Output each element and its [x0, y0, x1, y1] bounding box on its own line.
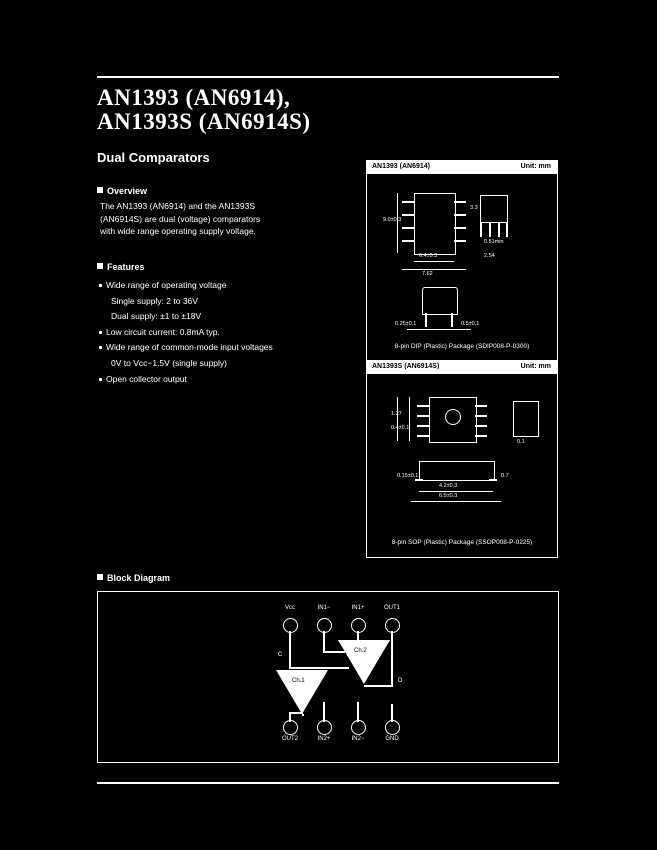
page-title — [97, 86, 311, 134]
dip-notch — [427, 193, 441, 194]
list-item — [99, 294, 314, 310]
block-diagram — [97, 591, 559, 763]
dip-pin — [454, 201, 466, 203]
pin-label: IN2+ — [317, 736, 331, 742]
dimension-line — [397, 193, 398, 253]
sop-pin — [475, 435, 487, 437]
list-item — [99, 372, 314, 388]
wire — [323, 702, 325, 722]
sop-pin — [475, 425, 487, 427]
pin-label: IN2− — [351, 736, 365, 742]
list-item — [99, 340, 314, 356]
sop-pin — [475, 405, 487, 407]
dip-pin — [402, 227, 414, 229]
dimension-label: 6.4±0.3 — [419, 253, 438, 259]
dimension-label: 2.54 — [484, 253, 495, 259]
dimension-label: 6.5±0.3 — [439, 493, 458, 499]
pin-in2-minus — [351, 720, 366, 735]
wire — [364, 685, 393, 687]
dimension-label: 1.27 — [391, 411, 402, 417]
wire — [357, 631, 359, 645]
sop-front-lead — [489, 479, 497, 481]
wire — [391, 704, 393, 722]
dimension-label: 0.15±0.1 — [397, 473, 419, 479]
dip-body-outline — [414, 193, 456, 255]
pin-label: OUT2 — [281, 736, 298, 742]
pin-label: GND — [385, 736, 399, 742]
dip-lead — [489, 223, 491, 237]
pin-label: OUT1 — [383, 605, 400, 611]
dip-side-view — [480, 195, 508, 223]
feature-text: Dual supply: ±1 to ±18V — [111, 311, 202, 322]
block-diagram-heading — [97, 573, 170, 583]
square-bullet-icon — [97, 574, 103, 580]
node-marker-right: D — [398, 678, 403, 684]
feature-text: Open collector output — [106, 373, 187, 384]
dimension-label: 3.3 — [470, 205, 478, 211]
package-header — [367, 161, 557, 174]
wire — [289, 667, 349, 669]
package-caption: 8-pin SOP (Plastic) Package (SSOP008-P-0225) — [391, 539, 533, 546]
wire — [357, 645, 359, 647]
dimension-label: 0.5±0.1 — [461, 321, 480, 327]
comparator-ch1-symbol — [276, 670, 328, 714]
dip-pin — [402, 214, 414, 216]
dimension-label: 0.25±0.1 — [395, 321, 417, 327]
dimension-label: 0.51min — [484, 239, 504, 245]
package-drawing-dip — [366, 160, 558, 361]
dip-pin — [402, 201, 414, 203]
package-unit: Unit: mm — [520, 163, 551, 170]
features-heading — [97, 262, 145, 272]
dimension-line — [409, 397, 410, 441]
list-item — [99, 278, 314, 294]
dip-lead — [498, 223, 500, 237]
dimension-line — [411, 501, 501, 502]
dip-pin — [454, 214, 466, 216]
feature-text: Wide range of operating voltage — [106, 280, 227, 290]
sop-pin — [417, 415, 429, 417]
feature-text: 0V to Vcc−1.5V (single supply) — [111, 357, 227, 368]
dimension-label: 0.1 — [517, 439, 525, 445]
pin-label: IN1− — [317, 605, 331, 611]
pin-label: Vcc — [284, 605, 295, 611]
dimension-line — [402, 269, 466, 270]
dip-front-lead — [425, 313, 427, 327]
overview-heading — [97, 186, 147, 196]
sop-index-mark — [445, 409, 461, 425]
features-list — [99, 278, 314, 387]
sop-front-view — [419, 461, 495, 481]
header-rule — [97, 76, 559, 78]
package-part-name: AN1393S (AN6914S) — [372, 363, 440, 370]
title-line-2: AN1393S (AN6914S) — [97, 109, 311, 134]
title-line-1: AN1393 (AN6914), — [97, 85, 291, 110]
sop-pin — [475, 415, 487, 417]
sop-pin — [417, 425, 429, 427]
square-bullet-icon — [97, 187, 103, 193]
list-item — [99, 356, 314, 372]
dip-pin — [402, 240, 414, 242]
comparator-ch2-label: Ch.2 — [354, 648, 367, 654]
dip-front-lead — [451, 313, 453, 327]
feature-text: Low circuit current: 0.8mA typ. — [106, 326, 220, 337]
page-subtitle: Dual Comparators — [97, 150, 210, 165]
dimension-line — [414, 261, 454, 262]
dimension-label: 7.62 — [422, 271, 433, 277]
dip-lead — [506, 223, 508, 237]
dip-pin — [454, 240, 466, 242]
wire — [289, 631, 291, 667]
square-bullet-icon — [97, 263, 103, 269]
package-header — [367, 361, 557, 374]
list-item — [99, 309, 314, 325]
wire — [302, 714, 304, 716]
pin-in2-plus — [317, 720, 332, 735]
dip-front-view — [422, 287, 458, 315]
dip-lead — [480, 223, 482, 237]
comparator-ch2-symbol — [338, 640, 390, 684]
dimension-line — [407, 329, 471, 330]
dimension-label: 9.0±0.3 — [383, 217, 402, 223]
package-caption: 8-pin DIP (Plastic) Package (SDIP008-P-0300) — [394, 343, 530, 350]
wire — [357, 702, 359, 722]
list-item — [99, 325, 314, 341]
overview-heading-label: Overview — [107, 186, 148, 196]
dimension-label: 4.2±0.3 — [439, 483, 458, 489]
sop-pin — [417, 405, 429, 407]
comparator-ch1-label: Ch.1 — [292, 678, 305, 684]
node-marker-left: C — [278, 652, 283, 658]
package-drawing-sop — [366, 360, 558, 558]
wire — [323, 651, 345, 653]
package-part-name: AN1393 (AN6914) — [372, 163, 430, 170]
package-unit: Unit: mm — [520, 363, 551, 370]
sop-side-view-right — [513, 401, 539, 437]
features-heading-label: Features — [107, 262, 145, 272]
pin-label: IN1+ — [351, 605, 365, 611]
wire — [391, 631, 393, 687]
wire — [323, 631, 325, 651]
wire — [289, 712, 303, 714]
sop-pin — [417, 435, 429, 437]
block-diagram-heading-label: Block Diagram — [107, 573, 171, 583]
dimension-label: 0.4±0.1 — [391, 425, 410, 431]
overview-text: The AN1393 (AN6914) and the AN1393S (AN6914S) are dual (voltage) comparators with wide range operating supply voltage. — [100, 201, 261, 236]
pin-out2 — [283, 720, 298, 735]
feature-text: Wide range of common-mode input voltages — [106, 342, 273, 353]
dimension-line — [397, 397, 398, 441]
feature-text: Single supply: 2 to 36V — [111, 295, 198, 306]
footer-rule — [97, 782, 559, 784]
dip-pin — [454, 227, 466, 229]
pin-gnd — [385, 720, 400, 735]
sop-front-lead — [415, 479, 423, 481]
dimension-label: 0.7 — [501, 473, 509, 479]
dimension-line — [419, 491, 493, 492]
